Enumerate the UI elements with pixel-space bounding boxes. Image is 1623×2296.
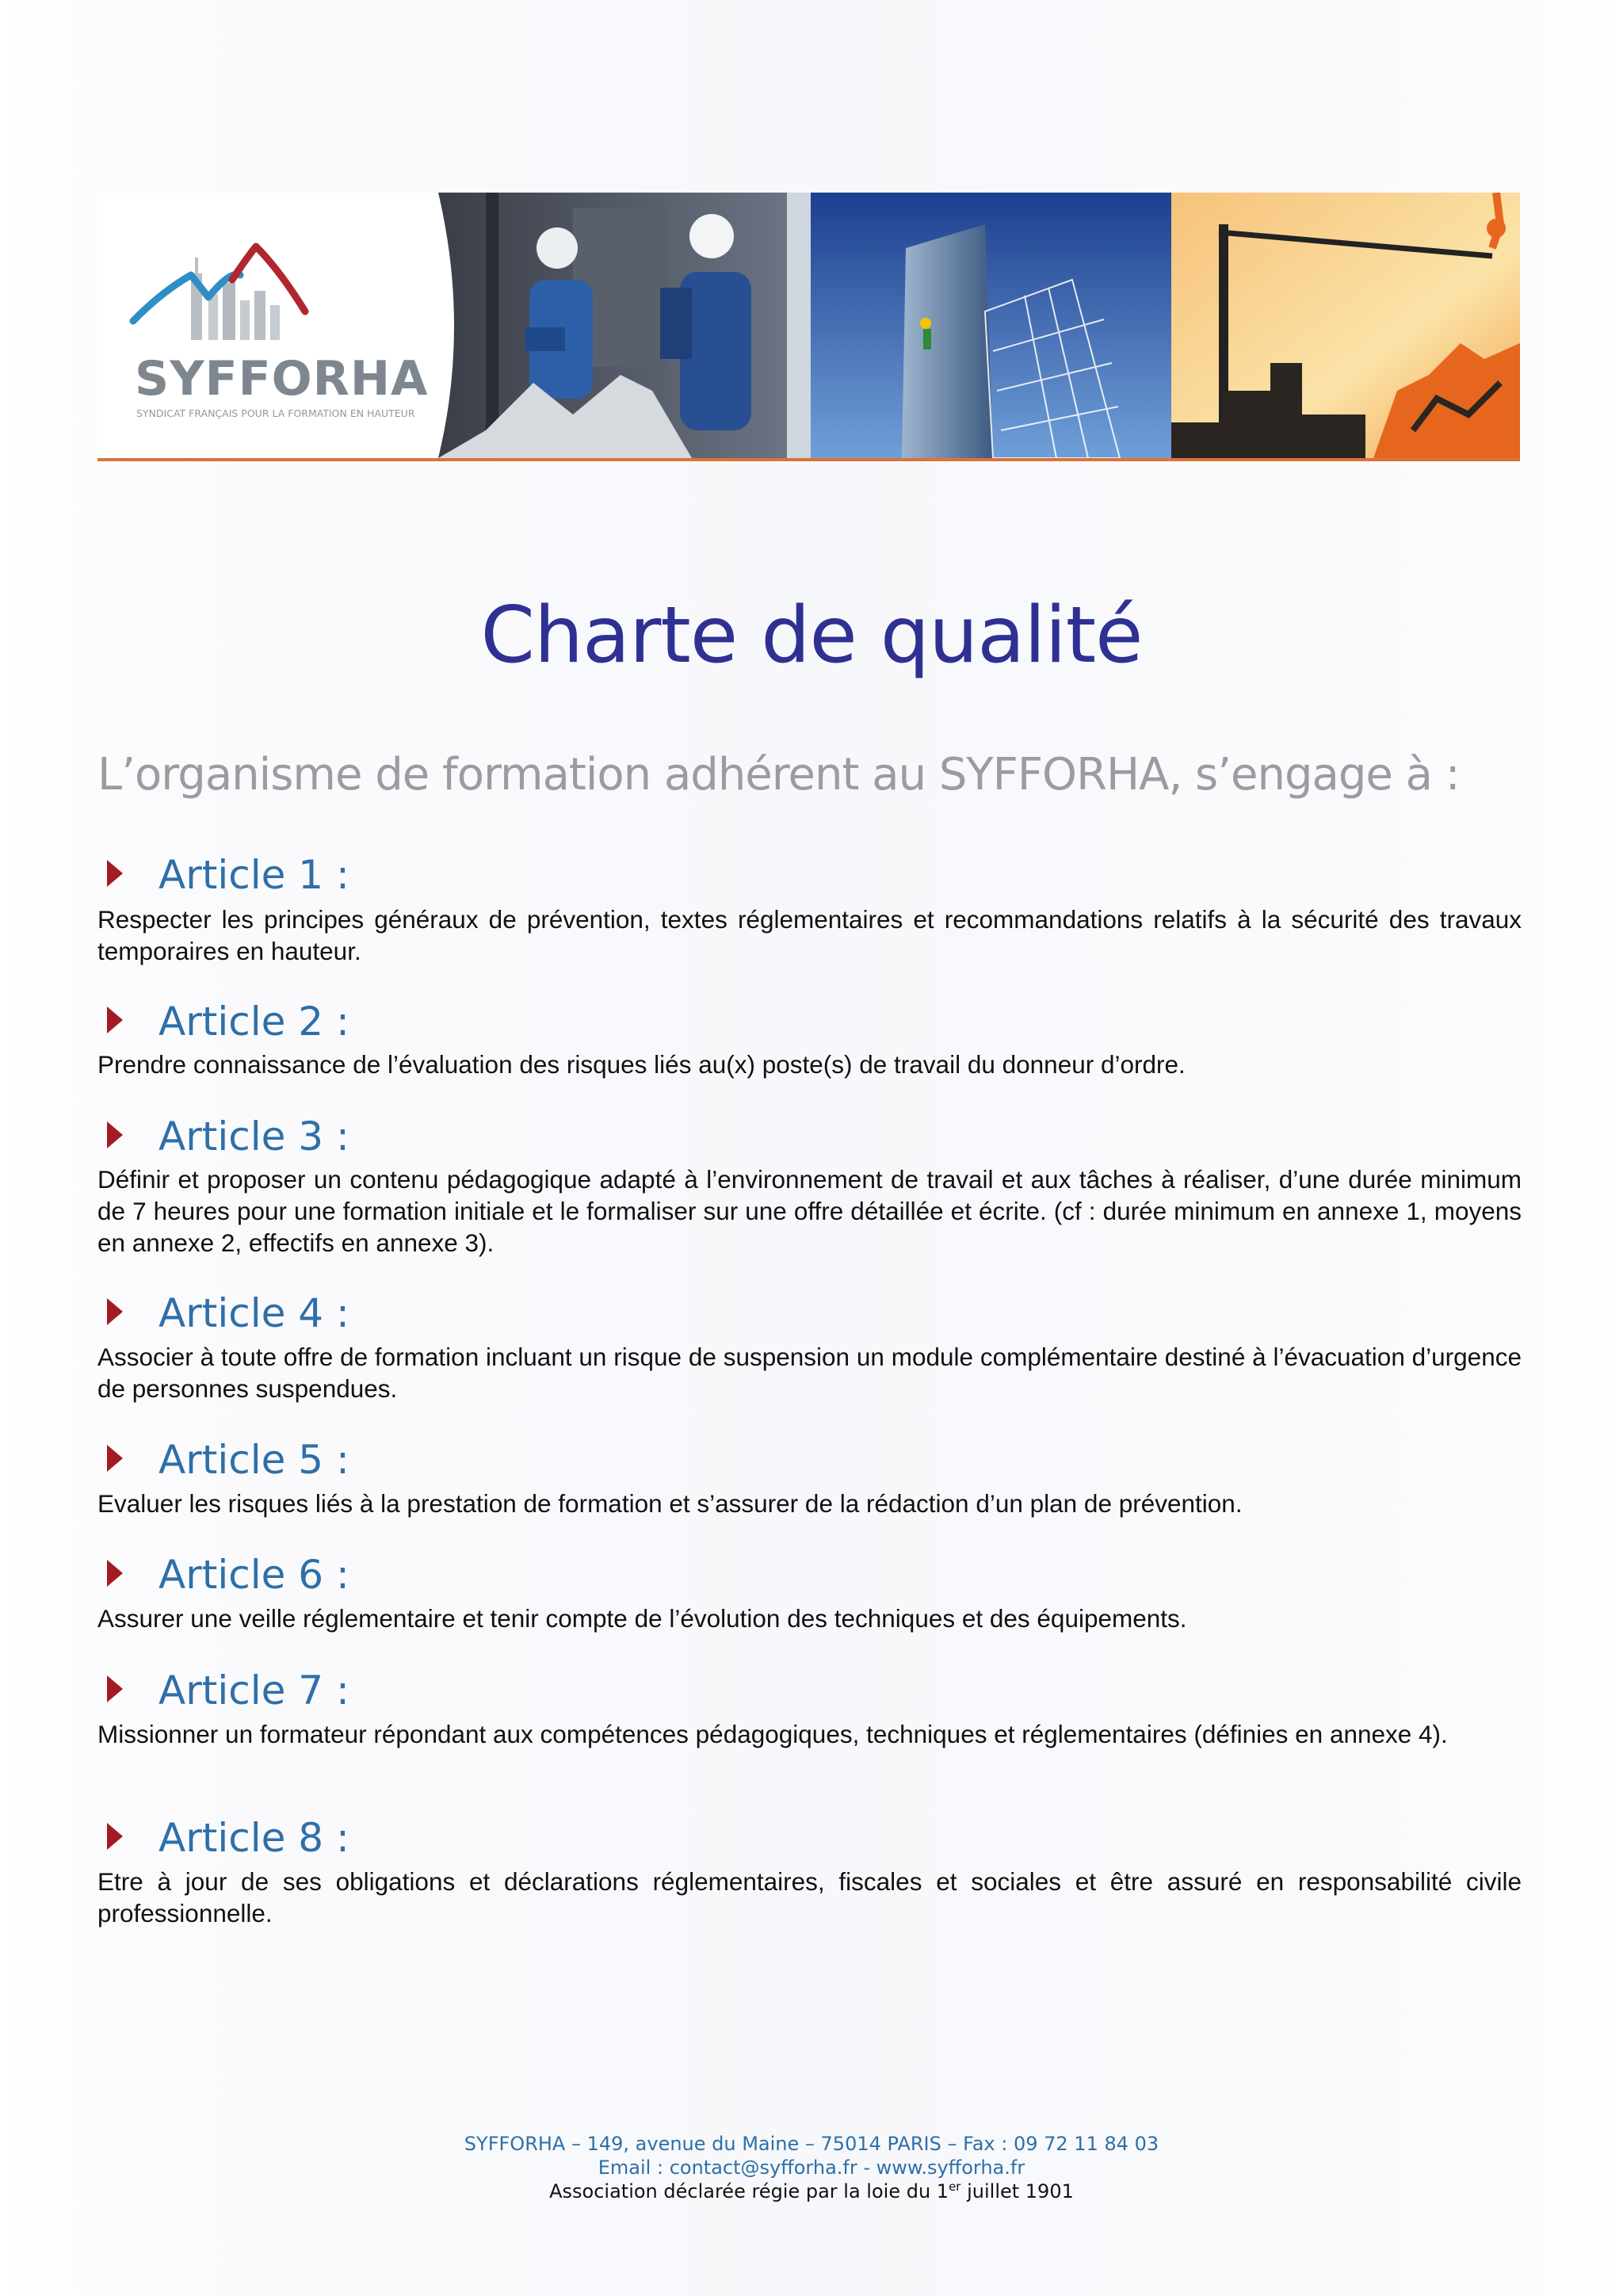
header-banner (97, 193, 1520, 458)
header-photo-collage (438, 193, 1520, 458)
article-text: Etre à jour de ses obligations et déclarations réglementaires, fiscales et sociales et être assuré en responsabilité civile professionnelle. (97, 1867, 1522, 1927)
footer-legal-superscript: er (949, 2179, 961, 2194)
article-label: Article 5 : (158, 1437, 349, 1483)
logo-tagline: SYNDICAT FRANÇAIS POUR LA FORMATION EN HAUTEUR (136, 407, 415, 419)
red-triangle-arrow-icon (105, 1005, 124, 1035)
red-triangle-arrow-icon (105, 1821, 124, 1851)
banner-rule (97, 458, 1520, 461)
article-label: Article 3 : (158, 1114, 349, 1159)
red-triangle-arrow-icon (105, 1558, 124, 1588)
article-label: Article 2 : (158, 999, 349, 1045)
footer-legal-date: juillet 1901 (960, 2180, 1074, 2202)
footer-address: SYFFORHA – 149, avenue du Maine – 75014 PARIS – Fax : 09 72 11 84 03 (464, 2133, 1159, 2155)
page-subtitle: L’organisme de formation adhérent au SYFFORHA, s’engage à : (97, 749, 1460, 800)
footer-legal-text: Association déclarée régie par la loie du 1 (549, 2180, 949, 2202)
article-label: Article 1 : (158, 852, 349, 898)
article-text: Prendre connaissance de l’évaluation des risques liés au(x) poste(s) de travail du donneur d’ordre. (97, 1050, 1186, 1079)
red-triangle-arrow-icon (105, 858, 124, 888)
footer-contact: Email : contact@syfforha.fr - www.syfforha.fr (598, 2157, 1025, 2179)
mountain-skyline-icon (129, 224, 311, 343)
footer-legal (0, 2179, 1623, 2203)
article-label: Article 7 : (158, 1668, 349, 1713)
article-label: Article 4 : (158, 1290, 349, 1336)
article-label: Article 6 : (158, 1552, 349, 1598)
article-text: Définir et proposer un contenu pédagogique adapté à l’environnement de travail et aux tâches à réaliser, d’une durée minimum de 7 heures pour une formation initiale et le formaliser sur une offre détaillée et écrite. (cf : durée minimum en annexe 1, moyens en annexe 2, effectifs en annexe 3). (97, 1165, 1522, 1257)
page-title: Charte de qualité (480, 590, 1143, 681)
syfforha-logo (97, 193, 438, 458)
red-triangle-arrow-icon (105, 1120, 124, 1150)
red-triangle-arrow-icon (105, 1443, 124, 1473)
article-label: Article 8 : (158, 1815, 349, 1861)
article-text: Associer à toute offre de formation incluant un risque de suspension un module complémentaire destiné à l’évacuation d’urgence de personnes suspendues. (97, 1343, 1522, 1403)
article-text: Missionner un formateur répondant aux compétences pédagogiques, techniques et réglementaires (définies en annexe 4). (97, 1720, 1448, 1748)
article-text: Assurer une veille réglementaire et tenir compte de l’évolution des techniques et des équipements. (97, 1604, 1187, 1633)
red-triangle-arrow-icon (105, 1674, 124, 1704)
logo-wordmark: SYFFORHA (135, 351, 429, 407)
article-text: Respecter les principes généraux de prévention, textes réglementaires et recommandations relatifs à la sécurité des travaux temporaires en hauteur. (97, 905, 1522, 965)
red-triangle-arrow-icon (105, 1297, 124, 1327)
article-text: Evaluer les risques liés à la prestation de formation et s’assurer de la rédaction d’un plan de prévention. (97, 1489, 1243, 1518)
page-footer (0, 2132, 1623, 2203)
